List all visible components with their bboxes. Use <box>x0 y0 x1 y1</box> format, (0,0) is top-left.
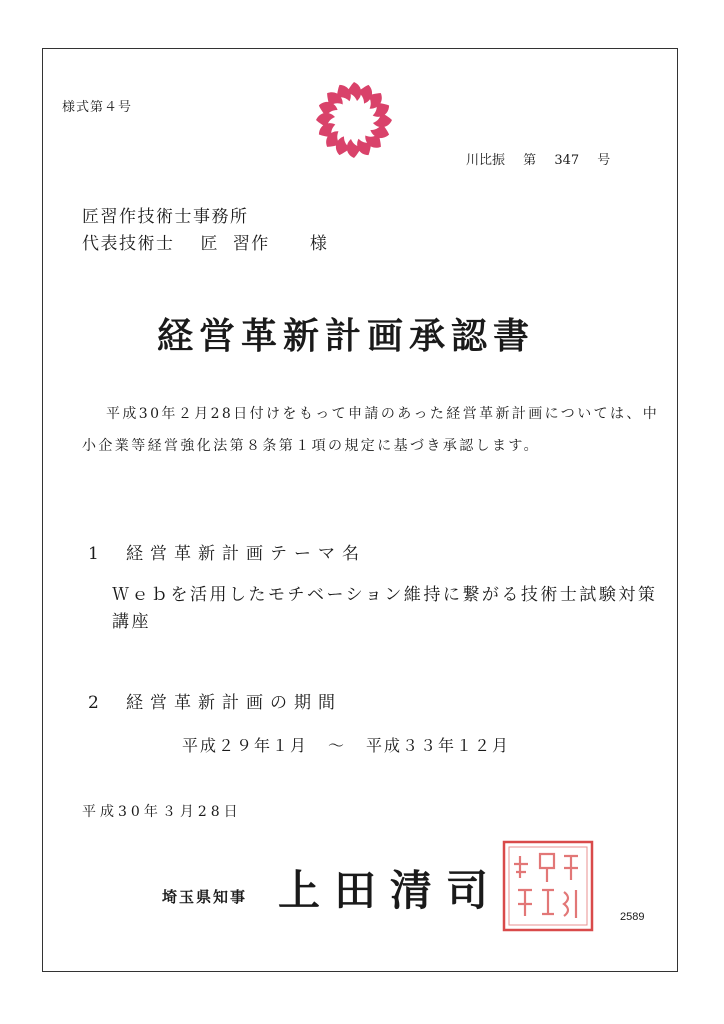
issuer-title: 埼玉県知事 <box>162 888 248 906</box>
document-number-mid: 第 <box>523 153 537 168</box>
plan-period <box>182 733 510 756</box>
recipient-title: 代表技術士 <box>82 234 175 254</box>
recipient-honorific: 様 <box>309 234 329 254</box>
document-number <box>466 149 618 168</box>
section1-heading <box>88 539 366 564</box>
period-separator: ～ <box>328 736 347 755</box>
serial-number: 2589 <box>620 911 645 923</box>
period-end: 平成３３年１２月 <box>366 736 511 755</box>
issue-date: 平成30年３月28日 <box>82 804 242 820</box>
recipient-representative <box>82 229 328 254</box>
document-title: 経営革新計画承認書 <box>157 315 536 357</box>
form-number: 様式第４号 <box>62 100 133 115</box>
section2-heading-text: 経営革新計画の期間 <box>126 693 342 713</box>
recipient-surname: 匠 <box>200 234 219 254</box>
section1-heading-text: 経営革新計画テーマ名 <box>126 544 366 564</box>
document-border <box>42 48 678 972</box>
recipient-given-name: 習作 <box>232 234 270 254</box>
section1-number: 1 <box>88 544 106 564</box>
prefecture-emblem-icon <box>312 78 396 162</box>
section1-content: Ｗｅｂを活用したモチベーション維持に繋がる技術士試験対策講座 <box>112 585 658 632</box>
approval-body-text: 平成30年２月28日付けをもって申請のあった経営革新計画については、中小企業等経営強化法第８条第１項の規定に基づき承認します。 <box>82 406 660 454</box>
document-number-prefix: 川比振 <box>466 153 506 168</box>
section2-number: 2 <box>88 693 106 713</box>
document-number-suffix: 号 <box>597 153 611 168</box>
official-seal-icon <box>500 838 596 934</box>
period-start: 平成２９年１月 <box>182 736 309 755</box>
recipient-organization: 匠習作技術士事務所 <box>82 207 249 227</box>
issuer-name: 上田清司 <box>278 866 503 915</box>
approval-body <box>82 398 662 462</box>
section2-heading <box>88 688 342 713</box>
document-number-value: 347 <box>554 153 580 168</box>
